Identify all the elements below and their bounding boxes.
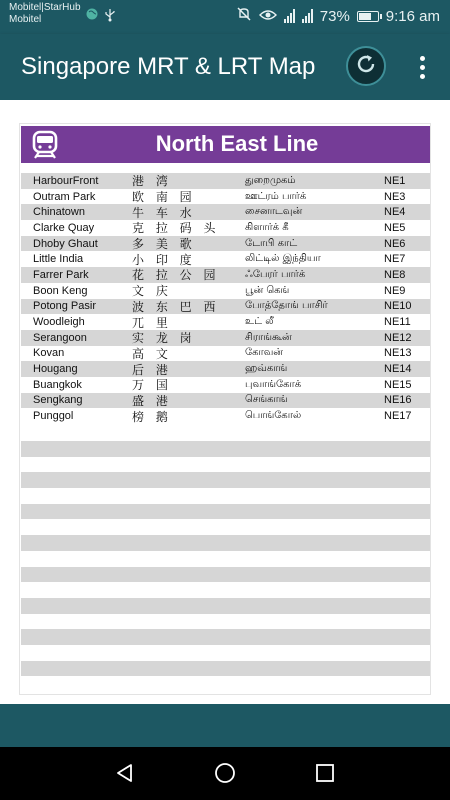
status-icons	[236, 6, 440, 26]
app-bar	[0, 34, 450, 100]
signal-icon	[302, 9, 313, 23]
station-row	[21, 361, 431, 377]
station-name-tamil: லிட்டில் இந்தியா	[245, 253, 321, 265]
station-name-english: Outram Park	[33, 190, 96, 203]
station-name-chinese: 花 拉 公 园	[132, 268, 220, 283]
battery-icon	[357, 11, 379, 22]
status-bar	[0, 0, 450, 34]
home-icon	[213, 761, 237, 785]
station-name-chinese: 文 庆	[132, 284, 172, 299]
station-name-chinese: 后 港	[132, 362, 172, 377]
station-name-english: Clarke Quay	[33, 221, 95, 234]
station-name-tamil: சிராங்கூன்	[245, 331, 292, 343]
bottom-bar	[0, 704, 450, 747]
eye-icon	[259, 8, 277, 25]
station-name-english: Little India	[33, 253, 84, 266]
line-card	[19, 123, 431, 695]
line-header	[21, 126, 431, 163]
station-row	[21, 220, 431, 236]
usb-icon	[104, 8, 116, 25]
station-name-english: Woodleigh	[33, 316, 85, 329]
station-name-english: Chinatown	[33, 206, 85, 219]
station-code: NE7	[384, 253, 406, 266]
station-name-tamil: ஊட்ரம் பார்க்	[245, 190, 307, 202]
station-row	[21, 189, 431, 205]
station-name-english: Farrer Park	[33, 268, 89, 281]
recents-button[interactable]	[312, 760, 338, 786]
station-row	[21, 283, 431, 299]
station-code: NE11	[384, 316, 411, 329]
station-row	[21, 314, 431, 330]
station-row	[21, 267, 431, 283]
clock: 9:16 am	[385, 7, 440, 25]
station-name-chinese: 盛 港	[132, 393, 172, 408]
station-name-english: Kovan	[33, 347, 65, 360]
station-code: NE14	[384, 363, 412, 376]
app-title: Singapore MRT & LRT Map	[21, 53, 316, 80]
station-name-chinese: 牛 车 水	[132, 205, 196, 220]
station-name-tamil: ஹவ்காங்	[245, 363, 288, 375]
more-vertical-icon	[420, 56, 425, 61]
station-name-tamil: டோபி காட்	[245, 237, 298, 249]
station-name-chinese: 实 龙 岗	[132, 331, 196, 346]
refresh-icon	[354, 52, 378, 80]
station-code: NE6	[384, 237, 406, 250]
station-name-tamil: கோவன்	[245, 347, 283, 359]
station-row	[21, 393, 431, 409]
station-name-chinese: 港 湾	[132, 174, 172, 189]
station-code: NE3	[384, 190, 406, 203]
station-name-chinese: 波 东 巴 西	[132, 299, 220, 314]
station-code: NE15	[384, 378, 412, 391]
station-name-english: HarbourFront	[33, 174, 99, 187]
station-row	[21, 251, 431, 267]
station-name-chinese: 欧 南 园	[132, 190, 196, 205]
station-name-english: Hougang	[33, 363, 78, 376]
station-name-english: Potong Pasir	[33, 300, 96, 313]
signal-icon	[284, 9, 295, 23]
station-name-english: Dhoby Ghaut	[33, 237, 98, 250]
station-row	[21, 330, 431, 346]
station-row	[21, 346, 431, 362]
station-name-tamil: கிளார்க் கீ	[245, 221, 289, 233]
station-name-english: Sengkang	[33, 394, 83, 407]
station-code: NE17	[384, 410, 412, 423]
station-row	[21, 204, 431, 220]
station-name-chinese: 高 文	[132, 346, 172, 361]
station-name-chinese: 小 印 度	[132, 252, 196, 267]
station-name-chinese: 榜 鹅	[132, 409, 172, 424]
station-row	[21, 173, 431, 189]
main-content	[0, 100, 450, 704]
station-name-tamil: சைனாடவுன்	[245, 206, 303, 218]
back-button[interactable]	[112, 760, 138, 786]
station-code: NE8	[384, 268, 406, 281]
carrier-line-2: Mobitel	[9, 14, 42, 25]
station-name-chinese: 万 国	[132, 378, 172, 393]
battery-percent: 73%	[319, 7, 350, 25]
back-icon	[114, 762, 136, 784]
station-row	[21, 408, 431, 424]
refresh-button[interactable]	[346, 46, 386, 86]
station-name-english: Buangkok	[33, 378, 82, 391]
station-row	[21, 377, 431, 393]
station-name-chinese: 兀 里	[132, 315, 172, 330]
recents-icon	[315, 763, 335, 783]
mute-icon	[236, 6, 252, 26]
station-name-english: Boon Keng	[33, 284, 88, 297]
station-name-tamil: துறைமுகம்	[245, 174, 296, 186]
station-table	[21, 173, 431, 424]
home-button[interactable]	[212, 760, 238, 786]
station-code: NE5	[384, 221, 406, 234]
station-code: NE13	[384, 347, 412, 360]
carrier-line-1: Mobitel|StarHub	[9, 2, 81, 13]
battery-level	[359, 13, 371, 20]
station-name-tamil: பூன் கெங்	[245, 284, 290, 296]
station-name-chinese: 多 美 歌	[132, 237, 196, 252]
station-name-chinese: 克 拉 码 头	[132, 221, 220, 236]
station-name-tamil: ஃபேரர் பார்க்	[245, 268, 306, 280]
station-row	[21, 299, 431, 315]
station-name-tamil: போத்தோங் பாசிர்	[245, 300, 328, 312]
station-code: NE16	[384, 394, 412, 407]
station-name-tamil: புவாங்கோக்	[245, 378, 302, 390]
system-nav-bar	[0, 747, 450, 800]
more-options-button[interactable]	[410, 52, 434, 82]
line-title: North East Line	[155, 131, 319, 156]
station-code: NE9	[384, 284, 406, 297]
station-row	[21, 236, 431, 252]
station-code: NE10	[384, 300, 412, 313]
station-code: NE1	[384, 174, 406, 187]
globe-icon	[86, 8, 98, 23]
station-code: NE4	[384, 206, 406, 219]
station-name-english: Serangoon	[33, 331, 87, 344]
station-code: NE12	[384, 331, 412, 344]
station-name-english: Punggol	[33, 410, 74, 423]
carrier-info	[9, 2, 81, 26]
station-name-tamil: செங்காங்	[245, 394, 288, 406]
station-name-tamil: உட் லீ	[245, 316, 274, 328]
empty-rows	[21, 441, 431, 692]
station-name-tamil: பொங்கோல்	[245, 410, 302, 422]
